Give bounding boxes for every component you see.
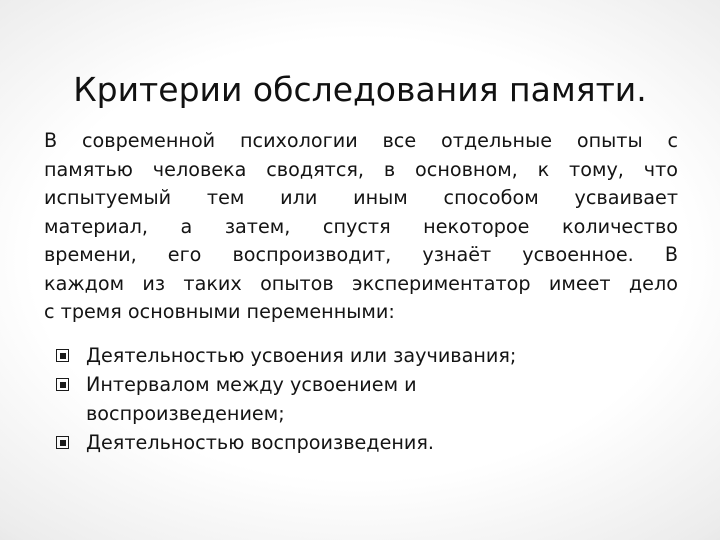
- bullet-text: Деятельностью усвоения или заучивания;: [86, 344, 517, 367]
- paragraph-line: испытуемый тем или иным способом усваивает: [44, 186, 678, 209]
- bullet-text: Интервалом между усвоением и: [86, 373, 417, 396]
- bullet-text-continued: воспроизведением;: [86, 402, 285, 425]
- checkbox-square-icon: [56, 436, 69, 449]
- bullet-item: [56, 428, 676, 457]
- slide-title: Критерии обследования памяти.: [73, 70, 647, 110]
- paragraph-line: В современной психологии все отдельные опыты с: [44, 129, 678, 152]
- paragraph-line: каждом из таких опытов экспериментатор имеет дело: [44, 271, 678, 295]
- paragraph-line: времени, его воспроизводит, узнаёт усвоенное. В: [44, 243, 678, 266]
- bullet-item: [56, 341, 676, 370]
- bullet-list: [56, 341, 676, 457]
- paragraph-line: памятью человека сводятся, в основном, к тому, что: [44, 157, 678, 181]
- paragraph-line: с тремя основными переменными:: [44, 300, 395, 323]
- checkbox-square-icon: [56, 378, 69, 391]
- checkbox-square-icon: [56, 349, 69, 362]
- paragraph-line: материал, а затем, спустя некоторое количество: [44, 214, 678, 238]
- body-paragraph: [44, 127, 678, 327]
- bullet-text: Деятельностью воспроизведения.: [86, 431, 435, 454]
- bullet-item: [56, 370, 676, 428]
